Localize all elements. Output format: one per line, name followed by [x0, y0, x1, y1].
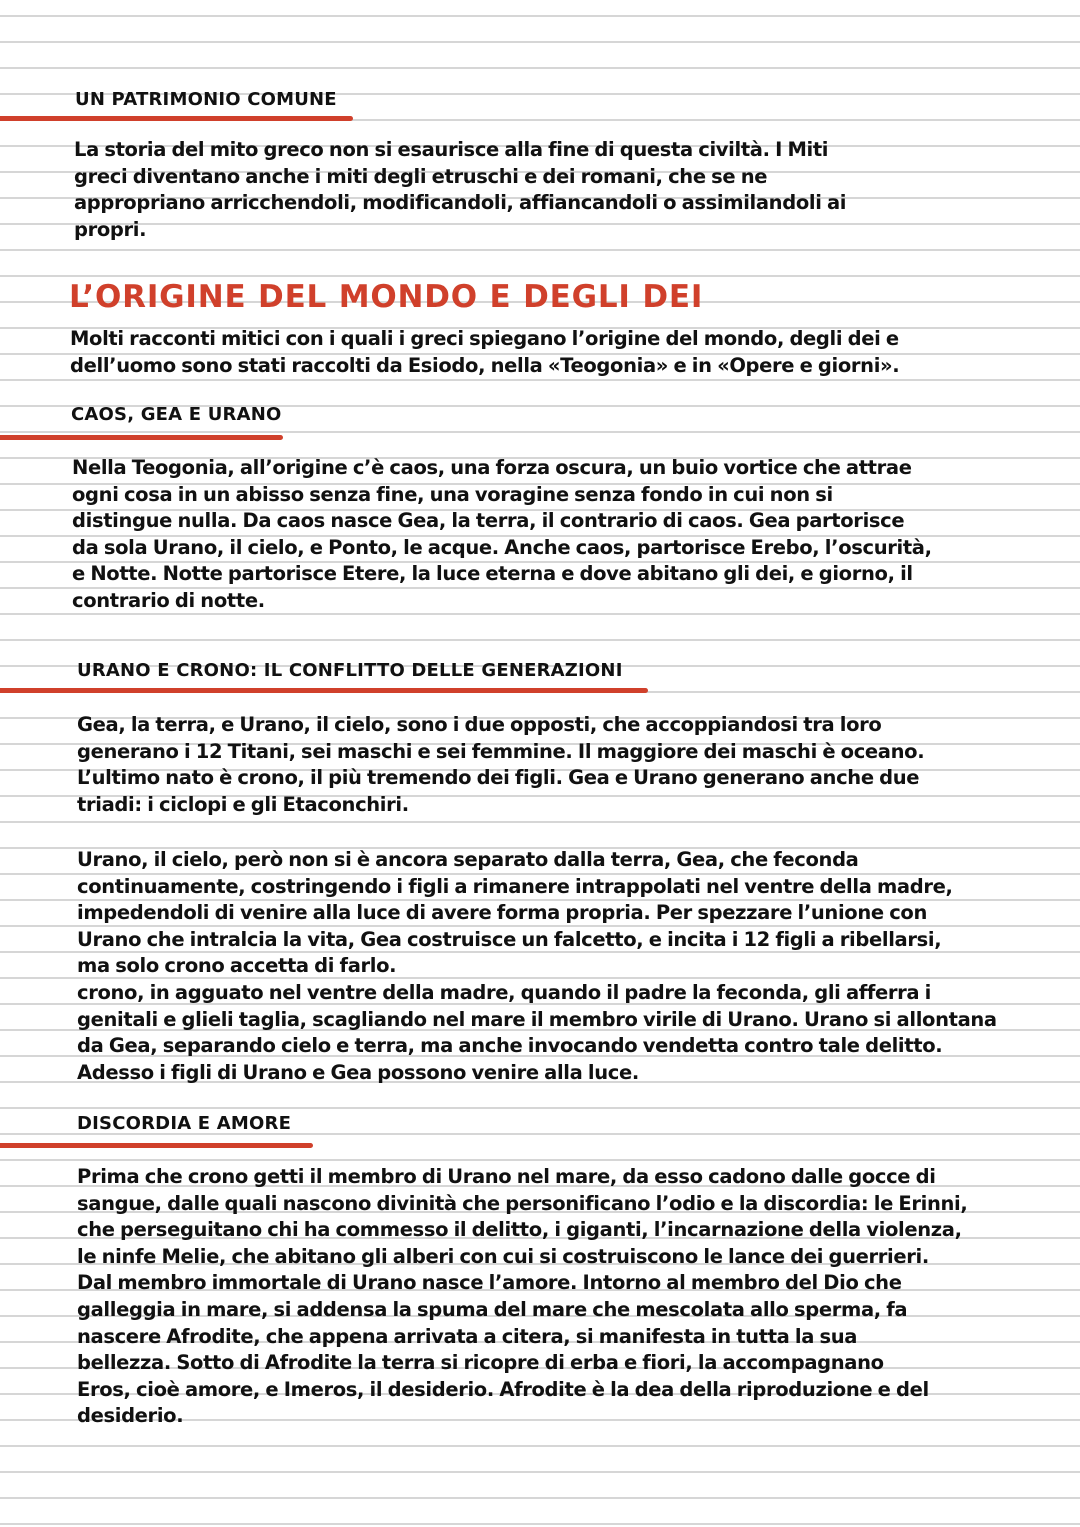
text-line: da Gea, separando cielo e terra, ma anche invocando vendetta contro tale delitto.: [77, 1034, 943, 1058]
text-line: Eros, cioè amore, e Imeros, il desiderio. Afrodite è la dea della riproduzione e del: [77, 1377, 929, 1401]
text-line: appropriano arricchendoli, modificandoli, affiancandoli o assimilandoli ai: [74, 191, 847, 215]
text-line: L’ultimo nato è crono, il più tremendo dei figli. Gea e Urano generano anche due: [77, 766, 920, 790]
text-line: Gea, la terra, e Urano, il cielo, sono i due opposti, che accoppiandosi tra loro: [77, 713, 882, 736]
text-line: Prima che crono getti il membro di Urano nel mare, da esso cadono dalle gocce di: [77, 1165, 936, 1188]
paragraph-patrimonio: [74, 137, 846, 243]
text-line: dell’uomo sono stati raccolti da Esiodo, nella «Teogonia» e in «Opere e giorni».: [70, 353, 900, 377]
section-heading-urano-crono: URANO E CRONO: IL CONFLITTO DELLE GENERAZIONI: [77, 660, 623, 681]
section-heading-patrimonio: UN PATRIMONIO COMUNE: [75, 89, 337, 110]
text-line: le ninfe Melie, che abitano gli alberi con cui si costruiscono le lance dei guerrieri.: [77, 1244, 929, 1268]
text-line: La storia del mito greco non si esaurisce alla fine di questa civiltà. I Miti: [74, 138, 829, 161]
text-line: Molti racconti mitici con i quali i greci spiegano l’origine del mondo, degli dei e: [70, 327, 899, 350]
text-line: greci diventano anche i miti degli etruschi e dei romani, che se ne: [74, 164, 768, 188]
heading-underline: [0, 435, 283, 440]
heading-underline: [0, 688, 648, 693]
text-line: distingue nulla. Da caos nasce Gea, la terra, il contrario di caos. Gea partorisce: [72, 509, 905, 533]
text-line: genitali e glieli taglia, scagliando nel mare il membro virile di Urano. Urano si allontana: [77, 1007, 997, 1031]
text-line: Dal membro immortale di Urano nasce l’amore. Intorno al membro del Dio che: [77, 1271, 902, 1295]
text-line: triadi: i ciclopi e gli Etaconchiri.: [77, 792, 409, 816]
text-line: impedendoli di venire alla luce di avere forma propria. Per spezzare l’unione con: [77, 901, 927, 925]
text-line: ma solo crono accetta di farlo.: [77, 954, 397, 978]
text-line: Nella Teogonia, all’origine c’è caos, una forza oscura, un buio vortice che attrae: [72, 456, 912, 479]
paragraph-urano-crono-1: [77, 712, 924, 818]
section-heading-discordia-amore: DISCORDIA E AMORE: [77, 1113, 292, 1134]
section-heading-caos: CAOS, GEA E URANO: [71, 404, 282, 425]
text-line: crono, in agguato nel ventre della madre, quando il padre la feconda, gli afferra i: [77, 980, 932, 1004]
text-line: Adesso i figli di Urano e Gea possono venire alla luce.: [77, 1060, 639, 1084]
paragraph-discordia-amore: [77, 1164, 967, 1430]
heading-underline: [0, 1143, 313, 1148]
text-line: che perseguitano chi ha commesso il delitto, i giganti, l’incarnazione della violenza,: [77, 1218, 962, 1242]
text-line: sangue, dalle quali nascono divinità che personificano l’odio e la discordia: le Erinni,: [77, 1191, 968, 1215]
page-title: L’ORIGINE DEL MONDO E DEGLI DEI: [69, 279, 704, 315]
text-line: Urano che intralcia la vita, Gea costruisce un falcetto, e incita i 12 figli a ribellarsi,: [77, 927, 942, 951]
text-line: bellezza. Sotto di Afrodite la terra si ricopre di erba e fiori, la accompagnano: [77, 1351, 884, 1375]
text-line: continuamente, costringendo i figli a rimanere intrappolati nel ventre della madre,: [77, 874, 953, 898]
heading-underline: [0, 116, 353, 121]
paragraph-urano-crono-2: [77, 847, 997, 1086]
text-line: Urano, il cielo, però non si è ancora separato dalla terra, Gea, che feconda: [77, 848, 859, 871]
paragraph-caos: [72, 455, 932, 615]
text-line: galleggia in mare, si addensa la spuma del mare che mescolata allo sperma, fa: [77, 1297, 908, 1321]
text-line: propri.: [74, 217, 147, 241]
text-line: desiderio.: [77, 1404, 184, 1428]
text-line: contrario di notte.: [72, 588, 265, 612]
text-line: e Notte. Notte partorisce Etere, la luce eterna e dove abitano gli dei, e giorno, il: [72, 562, 913, 586]
text-line: ogni cosa in un abisso senza fine, una voragine senza fondo in cui non si: [72, 482, 833, 506]
text-line: generano i 12 Titani, sei maschi e sei femmine. Il maggiore dei maschi è oceano.: [77, 739, 925, 763]
text-line: da sola Urano, il cielo, e Ponto, le acque. Anche caos, partorisce Erebo, l’oscurità,: [72, 535, 932, 559]
paragraph-origine: [70, 326, 899, 379]
text-line: nascere Afrodite, che appena arrivata a citera, si manifesta in tutta la sua: [77, 1324, 858, 1348]
